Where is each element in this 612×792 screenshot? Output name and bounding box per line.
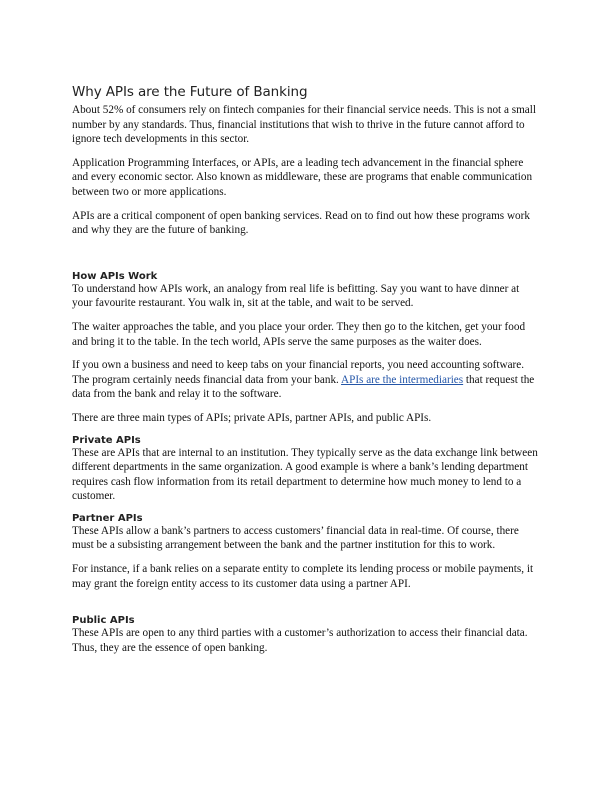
how-paragraph-3-end: that request the data from the bank and relay it to the software. bbox=[72, 373, 535, 401]
private-paragraph-1: These are APIs that are internal to an institution. They typically serve as the data exchange link between different departments in the same organization. A good example is where a bank’s lending department requires cash flow information from its retail department to determine how much money to lend to a customer. bbox=[72, 446, 538, 503]
partner-paragraph-2: For instance, if a bank relies on a separate entity to complete its lending process or mobile payments, it may grant the foreign entity access to its customer data using a partner API. bbox=[72, 563, 534, 590]
document-page bbox=[72, 84, 540, 664]
intermediaries-link[interactable]: APIs are the intermediaries bbox=[341, 373, 464, 386]
how-paragraph-4: There are three main types of APIs; private APIs, partner APIs, and public APIs. bbox=[72, 411, 432, 424]
how-paragraph-3 bbox=[72, 358, 540, 402]
intro-paragraph-1: About 52% of consumers rely on fintech companies for their financial service needs. This is not a small number by any standards. Thus, financial institutions that wish to thrive in the future cannot afford to ignore tech developments in this sector. bbox=[72, 104, 536, 146]
section-heading-partner-apis: Partner APIs bbox=[72, 512, 143, 524]
public-paragraph-1: These APIs are open to any third parties with a customer’s authorization to access their financial data. Thus, they are the essence of open banking. bbox=[72, 627, 528, 654]
how-paragraph-3-start: If you own a business and need to keep tabs on your financial reports, you need accounting software. The program certainly needs financial data from your bank. bbox=[72, 359, 525, 386]
section-heading-private-apis: Private APIs bbox=[72, 434, 141, 446]
document-title: Why APIs are the Future of Banking bbox=[72, 84, 308, 100]
how-paragraph-1: To understand how APIs work, an analogy from real life is befitting. Say you want to have dinner at your favourite restaurant. You walk in, sit at the table, and wait to be served. bbox=[72, 282, 520, 310]
partner-paragraph-1: These APIs allow a bank’s partners to access customers’ financial data in real-time. Of course, there must be a subsisting arrangement between the bank and the partner institution for this to work. bbox=[72, 524, 519, 552]
section-heading-public-apis: Public APIs bbox=[72, 615, 135, 627]
intro-paragraph-3: APIs are a critical component of open banking services. Read on to find out how these programs work and why they are the future of banking. bbox=[72, 209, 530, 237]
section-heading-how-apis-work: How APIs Work bbox=[72, 270, 158, 282]
intro-paragraph-2: Application Programming Interfaces, or APIs, are a leading tech advancement in the financial sphere and every economic sector. Also known as middleware, these are programs that enable communication between two or more applications. bbox=[72, 156, 533, 198]
how-paragraph-2: The waiter approaches the table, and you place your order. They then go to the kitchen, get your food and bring it to the table. In the tech world, APIs serve the same purposes as the waiter does. bbox=[72, 320, 526, 348]
